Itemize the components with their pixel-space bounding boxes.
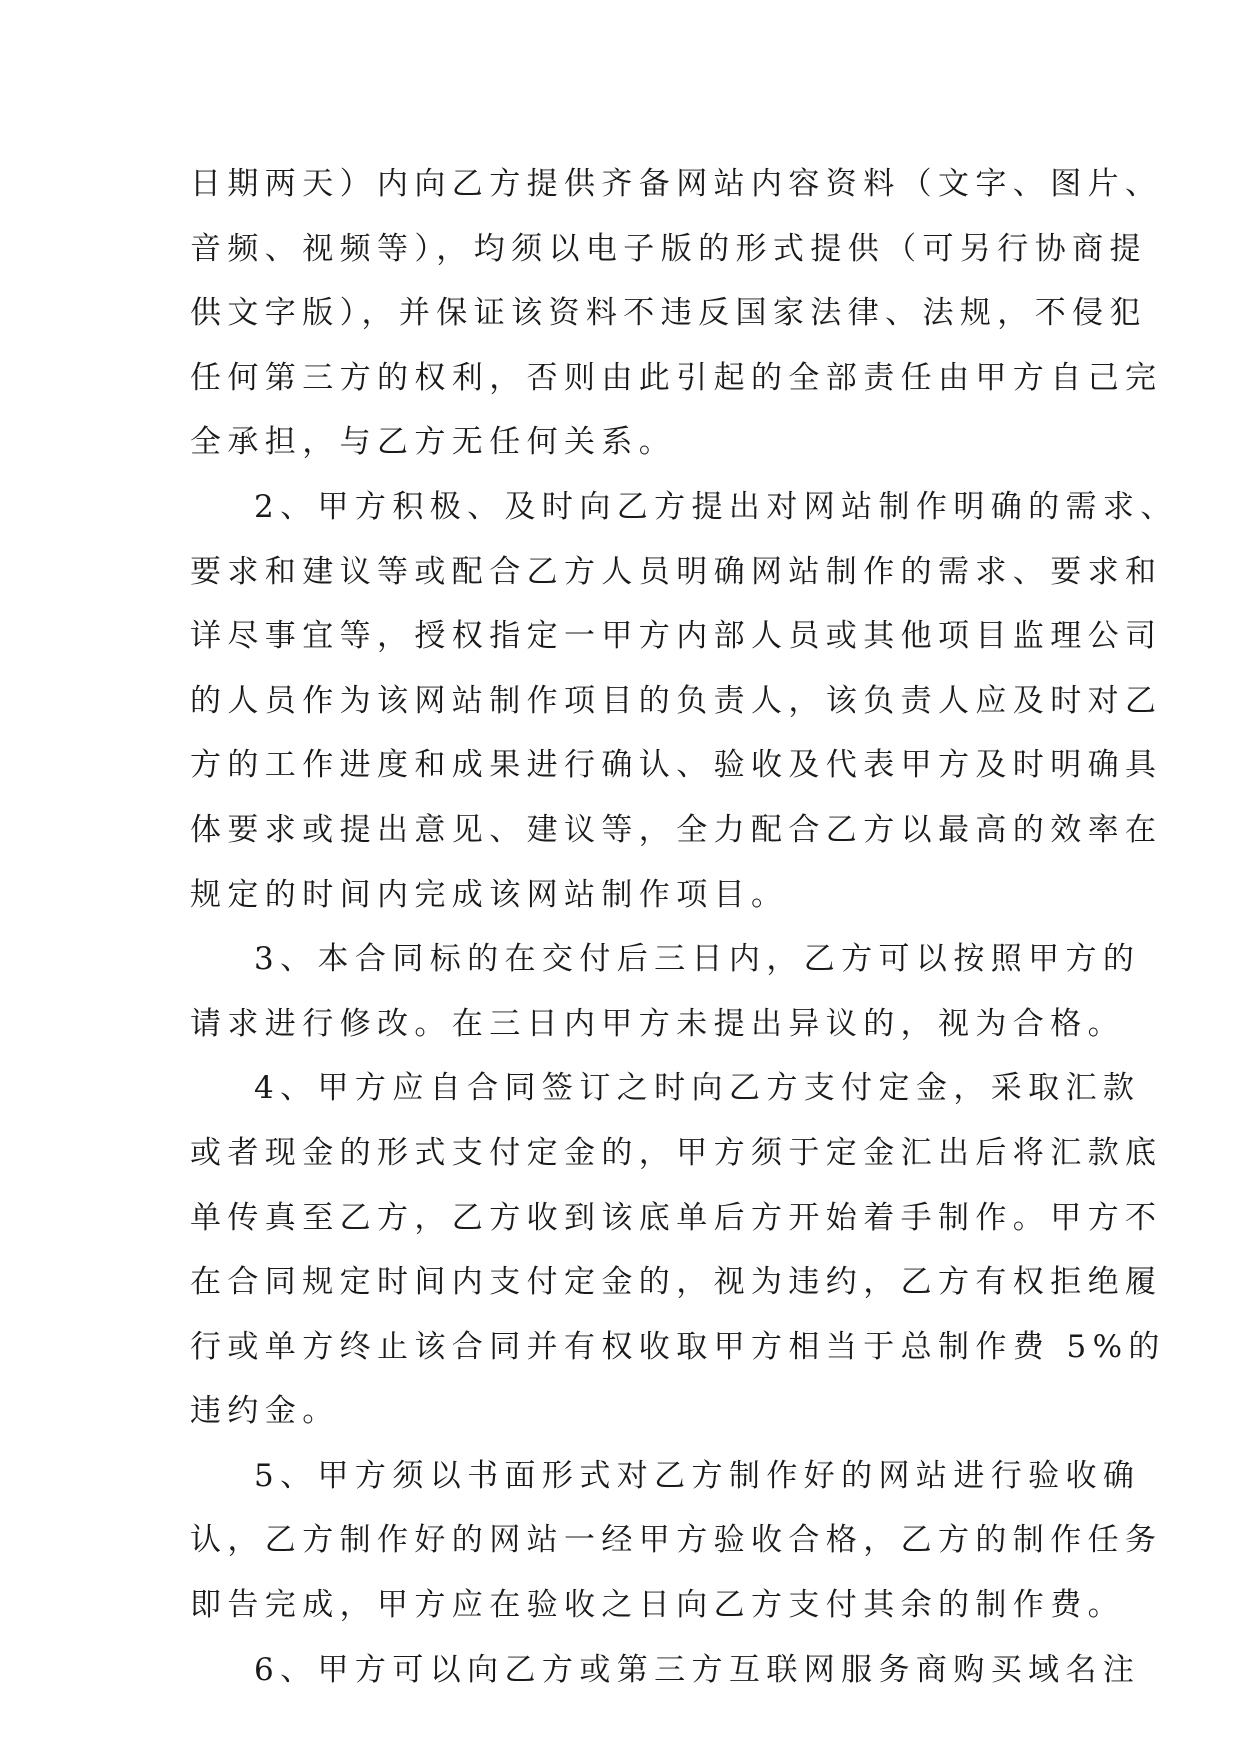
text-line: 请求进行修改。在三日内甲方未提出异议的，视为合格。 [190, 1005, 1125, 1042]
text-line: 任何第三方的权利，否则由此引起的全部责任由甲方自己完 [190, 359, 1163, 396]
text-line: 即告完成，甲方应在验收之日向乙方支付其余的制作费。 [190, 1587, 1125, 1624]
text-line: 全承担，与乙方无任何关系。 [190, 424, 677, 461]
text-line: 供文字版），并保证该资料不违反国家法律、法规，不侵犯 [190, 295, 1147, 332]
text-line: 违约金。 [190, 1393, 340, 1430]
text-line: 方的工作进度和成果进行确认、验收及代表甲方及时明确具 [190, 747, 1163, 784]
text-line: 单传真至乙方，乙方收到该底单后方开始着手制作。甲方不 [190, 1199, 1163, 1236]
text-line: 行或单方终止该合同并有权收取甲方相当于总制作费 5%的 [190, 1328, 1166, 1365]
text-line: 的人员作为该网站制作项目的负责人，该负责人应及时对乙 [190, 682, 1163, 719]
text-line: 或者现金的形式支付定金的，甲方须于定金汇出后将汇款底 [190, 1134, 1163, 1171]
paragraph-6-start: 6、甲方可以向乙方或第三方互联网服务商购买域名注 [254, 1651, 1141, 1688]
paragraph-3-start: 3、本合同标的在交付后三日内，乙方可以按照甲方的 [254, 941, 1141, 978]
paragraph-5-start: 5、甲方须以书面形式对乙方制作好的网站进行验收确 [254, 1457, 1141, 1494]
text-line: 日期两天）内向乙方提供齐备网站内容资料（文字、图片、 [190, 166, 1163, 202]
text-line: 在合同规定时间内支付定金的，视为违约，乙方有权拒绝履 [190, 1264, 1163, 1301]
text-line: 规定的时间内完成该网站制作项目。 [190, 876, 789, 913]
text-line: 认，乙方制作好的网站一经甲方验收合格，乙方的制作任务 [190, 1522, 1163, 1559]
text-line: 要求和建议等或配合乙方人员明确网站制作的需求、要求和 [190, 553, 1163, 590]
paragraph-4-start: 4、甲方应自合同签订之时向乙方支付定金，采取汇款 [254, 1070, 1141, 1107]
text-line: 音频、视频等），均须以电子版的形式提供（可另行协商提 [190, 230, 1147, 267]
paragraph-2-start: 2、甲方积极、及时向乙方提出对网站制作明确的需求、 [254, 488, 1178, 525]
text-line: 详尽事宜等，授权指定一甲方内部人员或其他项目监理公司 [190, 618, 1163, 655]
text-line: 体要求或提出意见、建议等，全力配合乙方以最高的效率在 [190, 811, 1163, 848]
document-body [190, 152, 1178, 1702]
